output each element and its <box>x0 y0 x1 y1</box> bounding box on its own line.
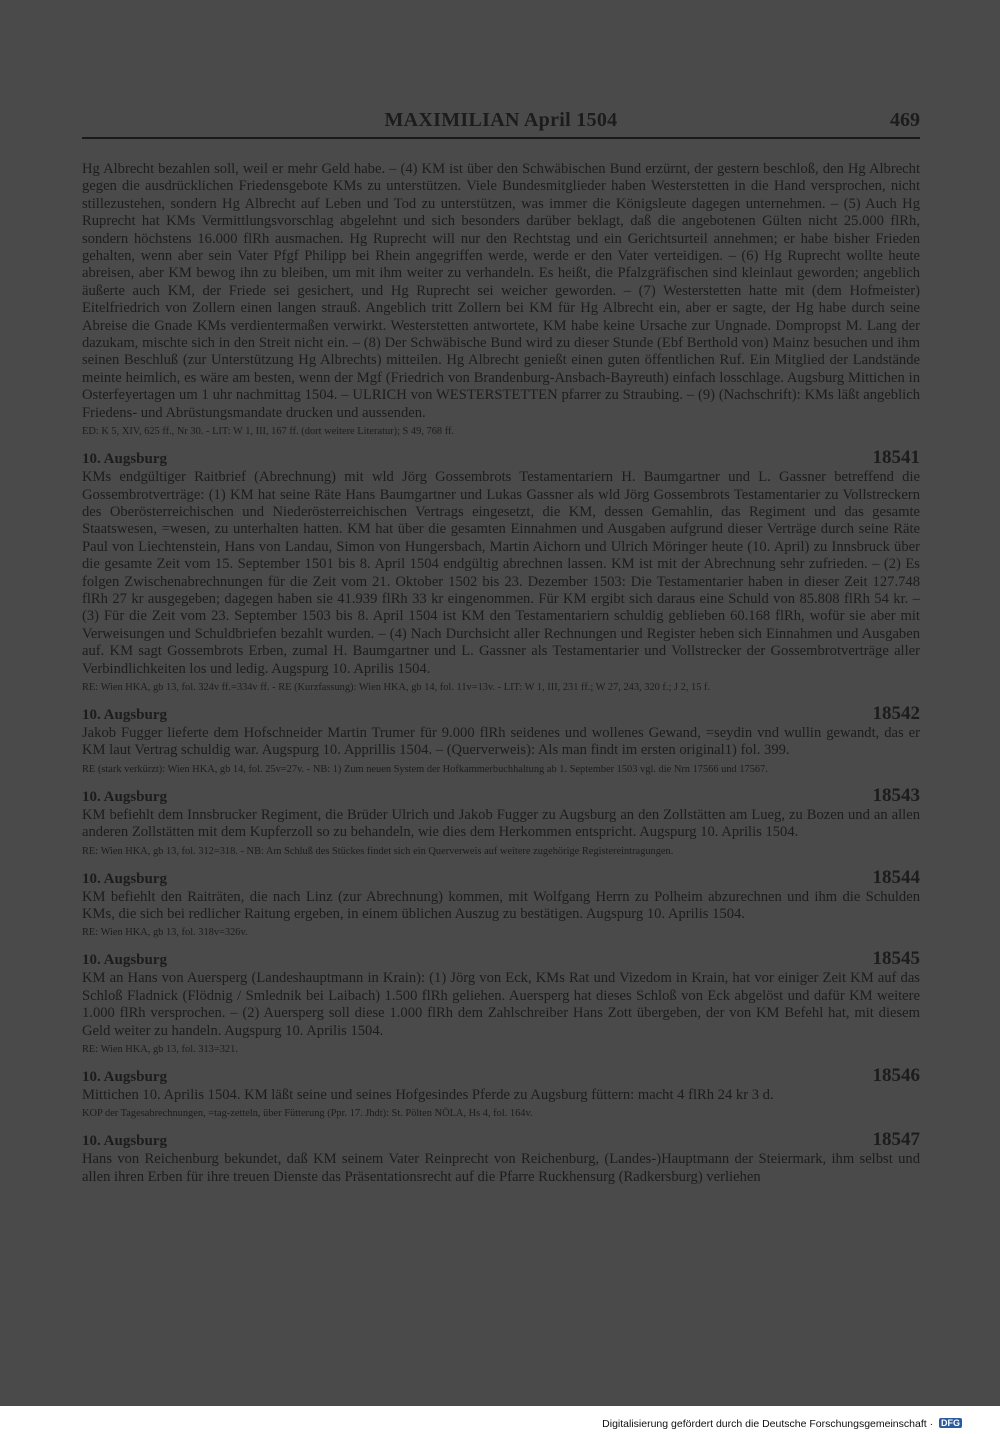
entry-number: 18542 <box>872 702 920 724</box>
entry-heading <box>82 1131 920 1151</box>
entry-source: KOP der Tagesabrechnungen, =tag-zetteln, über Fütterung (Ppr. 17. Jhdt): St. Pölten NÖLA, Hs 4, fol. 164v. <box>82 1108 533 1120</box>
entry-text: KM befiehlt den Raiträten, die nach Linz (zur Abrechnung) kommen, mit Wolfgang Herrn zu Polheim abzurechnen und ihm die Schulden KMs, die sich bei redlicher Raitung ergeben, in einem üblichen Auszug zu bestätigen. Augspurg 10. Aprilis 1504. <box>82 888 920 922</box>
entry-number: 18547 <box>872 1129 920 1151</box>
entry-source: RE: Wien HKA, gb 13, fol. 313=321. <box>82 1044 238 1056</box>
entry-18544 <box>82 866 920 941</box>
entry-date: 10. Augsburg <box>82 788 168 805</box>
entry-text: KM an Hans von Auersperg (Landeshauptmann in Krain): (1) Jörg von Eck, KMs Rat und Vizedom in Krain, hat vor einiger Zeit KM auf das Schloß Fladnick (Flödnig / Smlednik bei Laibach) 1.500 flRh geliehen. Auersperg hat dieses Schloß von Eck abgelöst und dafür KM weitere 1.000 flRh versprochen. – (2) Auersperg soll diese 1.000 flRh dem Zahlschreiber Hans Zott übergeben, der von KM Befehl hat, mit diesem Geld weiter zu handeln. Augspurg 10. Aprilis 1504. <box>82 970 920 1039</box>
digitization-credit <box>602 1418 962 1430</box>
running-header <box>82 109 920 139</box>
entry-18543 <box>82 784 920 859</box>
entry-source: RE: Wien HKA, gb 13, fol. 324v ff.=334v ff. - RE (Kurzfassung): Wien HKA, gb 14, fol. 11v=13v. - LIT: W 1, III, 231 ff.; W 27, 243, 320 f.; J 2, 15 f. <box>82 681 711 693</box>
entry-18542 <box>82 702 920 777</box>
entry-date: 10. Augsburg <box>82 706 168 723</box>
entry-heading <box>82 950 920 970</box>
entry-text: Jakob Fugger lieferte dem Hofschneider Martin Trumer für 9.000 flRh seidenes und wollenes Gewand, =seydin vnd wullin gewandt, das er KM laut Vertrag schuldig war. Augspurg 10. Apprillis 1504. – (Querverweis): Als man findt im ersten original1) fol. 399. <box>82 724 920 759</box>
entry-number: 18541 <box>872 447 920 469</box>
entry-18546 <box>82 1067 920 1121</box>
entry-18547 <box>82 1131 920 1186</box>
entry-number: 18545 <box>872 948 920 970</box>
entry-18541 <box>82 449 920 695</box>
intro-continuation <box>82 161 920 439</box>
entry-text: Mittichen 10. Aprilis 1504. KM läßt seine und seines Hofgesindes Pferde zu Augsburg füttern: macht 4 flRh 24 kr 3 d. <box>82 1087 774 1104</box>
entry-date: 10. Augsburg <box>82 870 168 887</box>
intro-source: ED: K 5, XIV, 625 ff., Nr 30. - LIT: W 1, III, 167 ff. (dort weitere Literatur); S 49, 768 ff. <box>82 426 455 438</box>
entry-number: 18543 <box>872 784 920 806</box>
entry-text: KM befiehlt dem Innsbrucker Regiment, die Brüder Ulrich und Jakob Fugger zu Augsburg an den Zollstätten am Lueg, zu Bozen und an allen anderen Zollstätten mit dem Kupferzoll so zu behandeln, wie dies dem Herkommen entspricht. Augspurg 10. Aprilis 1504. <box>82 806 920 841</box>
entry-heading <box>82 784 920 807</box>
entry-date: 10. Augsburg <box>82 451 168 468</box>
entry-date: 10. Augsburg <box>82 952 168 969</box>
page-number: 469 <box>890 109 920 131</box>
entry-heading <box>82 449 920 469</box>
entry-number: 18544 <box>872 866 920 888</box>
credit-text: Digitalisierung gefördert durch die Deutsche Forschungsgemeinschaft · <box>602 1418 934 1430</box>
entry-source: RE: Wien HKA, gb 13, fol. 318v=326v. <box>82 927 248 939</box>
entry-heading <box>82 702 920 725</box>
entry-18545 <box>82 950 920 1057</box>
entry-heading <box>82 866 920 889</box>
entry-text: Hans von Reichenburg bekundet, daß KM seinem Vater Reinprecht von Reichenburg, (Landes-)Hauptmann der Steiermark, ihm selbst und allen ihren Erben für ihre treuen Dienste das Präsentationsrecht auf die Pfarre Ruckhensurg (Radkersburg) verliehen <box>82 1151 920 1185</box>
entry-text: KMs endgültiger Raitbrief (Abrechnung) mit wld Jörg Gossembrots Testamentariern H. Baumgartner und L. Gassner betreffend die Gossembrotverträge: (1) KM hat seine Räte Hans Baumgartner und Lukas Gassner als wld Jörg Gossembrots Testamentarier zu Vollstreckern des Oberösterreichischen und Niederösterreichischen Vertrags eingesetzt, die KM, dessen Gemahlin, das Regiment und das gesamte Staatswesen, =wesen, zu unterhalten hatten. KM hat über die gesamten Einnahmen und Ausgaben aufgrund dieser Verträge durch seine Räte Paul von Liechtenstein, Hans von Landau, Simon von Hungersbach, Martin Aichorn und Ulrich Möringer heute (10. April) zu Innsbruck über die gesamte Zeit vom 15. September 1501 bis 8. April 1504 endgültig abrechnen lassen. KM ist mit der Abrechnung sehr zufrieden. – (2) Es folgen Zwischenabrechnungen für die Zeit vom 21. Oktober 1502 bis 23. Dezember 1503: Die Testamentarier haben in dieser Zeit 127.748 flRh 27 kr ausgegeben; dagegen haben sie 41.939 flRh 33 kr eingenommen. Für KM ergibt sich daraus eine Schuld von 85.808 flRh 54 kr. – (3) Für die Zeit vom 23. September 1503 bis 8. April 1504 ist KM den Testamentariern schuldig geblieben 60.168 flRh, wofür sie aber mit Verweisungen und Schuldbriefen bezahlt wurden. – (4) Nach Durchsicht aller Rechnungen und Register heben sich Einnahmen und Ausgaben auf. KM sagt Gossembrots Erben, zumal H. Baumgartner und L. Gassner als Testamentarier und Vollstrecker der Gossembrotverträge aller Verbindlichkeiten los und ledig. Augspurg 10. Aprilis 1504. <box>82 469 920 677</box>
entry-source: RE: Wien HKA, gb 13, fol. 312=318. - NB: Am Schluß des Stückes findet sich ein Querverweis auf weitere zugehörige Registereintragungen. <box>82 845 674 857</box>
intro-text: Hg Albrecht bezahlen soll, weil er mehr Geld habe. – (4) KM ist über den Schwäbischen Bund erzürnt, der gestern beschloß, den Hg Albrecht gegen die ausdrücklichen Friedensgebote KMs zu unterstützen. Viele Bundesmitglieder haben Westerstetten in die Hand versprochen, nicht stillezustehen, sondern Hg Albrecht auf Leben und Tod zu unterstützen, was immer die Königsleute dagegen unternehmen. – (5) Auch Hg Ruprecht hat KMs Vermittlungsvorschlag abgelehnt und sich besonders darüber beklagt, daß die angebotenen Gülten nicht 25.000 flRh, sondern höchstens 16.000 flRh ausmachen. Hg Ruprecht will nur den Rechtstag und ein Gerichtsurteil annehmen; er habe bisher Frieden gehalten, wenn aber sein Vater Pfgf Philipp bei Rhein angegriffen werde, werde er den Vater verteidigen. – (6) Hg Ruprecht wollte heute abreisen, aber KM bewog ihn zu bleiben, um mit ihm weiter zu verhandeln. Es heißt, die Pfalzgräfischen sind kleinlaut geworden; angeblich äußerte auch KM, der Friede sei gesichert, und Hg Ruprecht sei weicher geworden. – (7) Westerstetten hatte mit (dem Hofmeister) Eitelfriedrich von Zollern einen langen strauß. Angeblich tritt Zollern bei KM für Hg Albrecht ein, aber er sagte, der Hg habe durch seine Abreise die Gnade KMs verdientermaßen verwirkt. Westerstetten antwortete, KM habe keine Ursache zur Ungnade. Dompropst M. Lang der dazukam, mischte sich in den Streit nicht ein. – (8) Der Schwäbische Bund wird zu dieser Stunde (Ebf Berthold von) Mainz besuchen und ihm seinen Beschluß (zur Unterstützung Hg Albrechts) mitteilen. Hg Albrecht genießt einen guten öffentlichen Ruf. Ein Mitglied der Landstände meinte heimlich, es wäre am besten, wenn der Mgf (Friedrich von Brandenburg-Ansbach-Bayreuth) einfach losschlage. Augsburg Mittichen in Osterfeyertagen um 1 uhr nachmittag 1504. – ULRICH von WESTERSTETTEN pfarrer zu Straubing. – (9) (Nachschrift): KMs läßt angeblich Friedens- und Abrüstungsmandate drucken und aussenden. <box>82 161 920 421</box>
entry-number: 18546 <box>872 1065 920 1087</box>
running-title: MAXIMILIAN April 1504 <box>384 109 618 131</box>
page-body <box>82 161 920 1186</box>
entry-date: 10. Augsburg <box>82 1133 168 1150</box>
entry-source: RE (stark verkürzt): Wien HKA, gb 14, fol. 25v=27v. - NB: 1) Zum neuen System der Hofkammerbuchhaltung ab 1. September 1503 vgl. die Nrn 17566 und 17567. <box>82 763 768 775</box>
dfg-logo-icon: DFG <box>941 1418 960 1428</box>
entry-date: 10. Augsburg <box>82 1069 168 1086</box>
entry-heading <box>82 1067 920 1087</box>
